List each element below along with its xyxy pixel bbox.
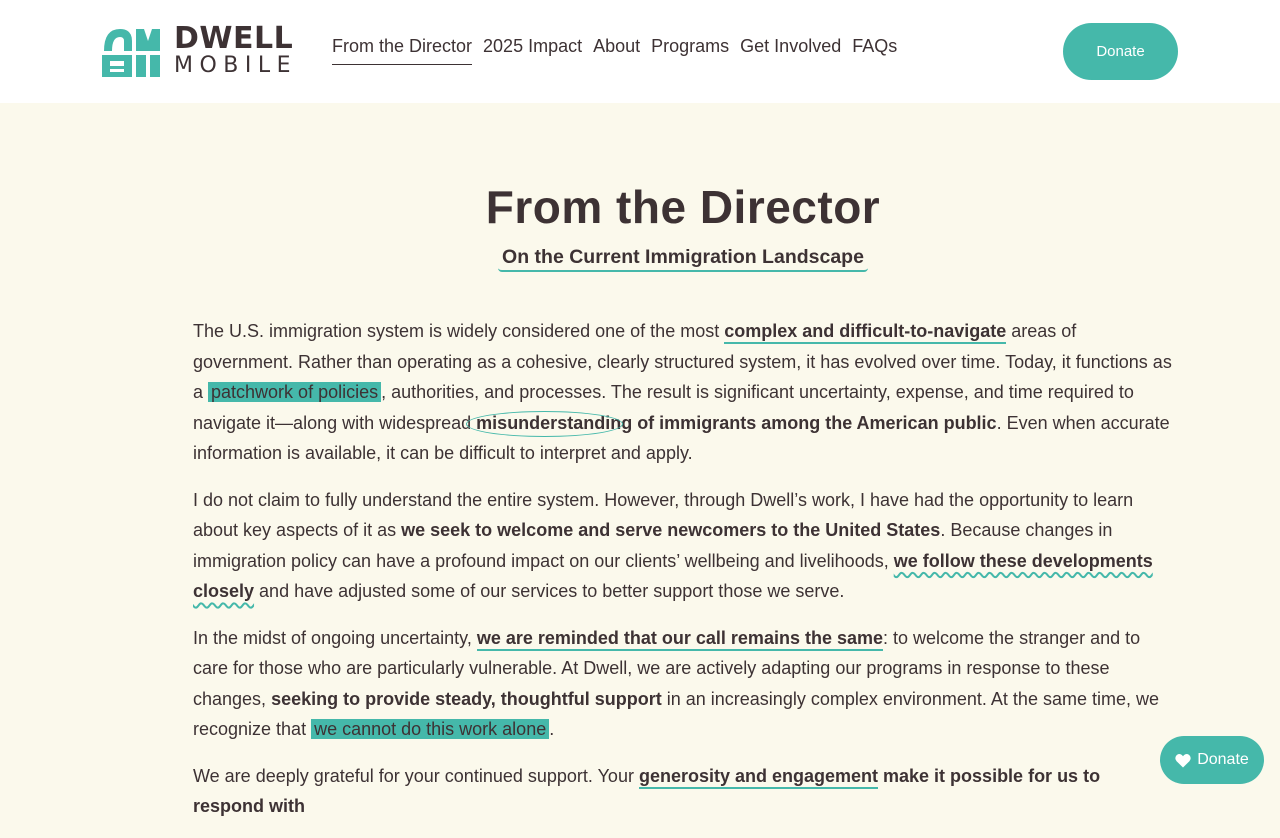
text-run: We are deeply grateful for your continued support. Your: [193, 765, 639, 786]
text-run: in an increasingly complex environment. At the same time, we recognize that: [193, 688, 1159, 739]
article-body: [193, 316, 1173, 822]
floating-donate-button[interactable]: [1160, 736, 1264, 784]
page-subtitle-wrap: [193, 246, 1173, 272]
main-content: [193, 180, 1173, 838]
text-run: . Because changes in immigration policy can have a profound impact on our clients’ wellbeing and livelihoods,: [193, 520, 1113, 571]
page-subtitle: On the Current Immigration Landscape: [498, 246, 868, 272]
logo-line-2: MOBILE: [174, 53, 298, 78]
heart-icon: [1175, 753, 1191, 768]
nav-item-2025-impact[interactable]: 2025 Impact: [483, 36, 583, 56]
nav-item-programs[interactable]: Programs: [651, 36, 730, 56]
paragraph-2: [193, 485, 1173, 607]
emphasis-underlined: generosity and engagement: [639, 766, 878, 789]
paragraph-1: [193, 316, 1173, 469]
text-run: In the midst of ongoing uncertainty,: [193, 627, 477, 648]
text-run: areas of government. Rather than operating as a cohesive, clearly structured system, it has evolved over time. Today, it functions as a: [193, 321, 1172, 402]
page-title: From the Director: [485, 181, 881, 233]
logo-wordmark: [174, 21, 298, 78]
emphasis-underlined: complex and difficult-to-navigate: [724, 321, 1006, 344]
emphasis-wavy: we follow these developments closely: [193, 550, 1153, 601]
text-run: , authorities, and processes. The result is significant uncertainty, expense, and time required to navigate it—along with widespread: [193, 382, 1134, 433]
main-nav: [332, 36, 897, 65]
emphasis-bold: we seek to welcome and serve newcomers to the United States: [401, 520, 941, 540]
paragraph-4: [193, 761, 1173, 822]
text-run: : to welcome the stranger and to care for those who are particularly vulnerable. At Dwell, we are actively adapting our programs in response to these changes,: [193, 627, 1141, 709]
nav-item-get-involved[interactable]: Get Involved: [740, 36, 842, 56]
nav-item-faqs[interactable]: FAQs: [852, 36, 898, 56]
dwell-logo-icon: [102, 27, 166, 77]
text-run: . Even when accurate information is available, it can be difficult to interpret and apply.: [193, 412, 1170, 463]
site-header: [0, 0, 1280, 103]
logo-line-1: DWELL: [174, 21, 294, 56]
emphasis-bold: make it possible for us to respond with: [193, 765, 1101, 816]
emphasis-bold: seeking to provide steady, thoughtful support: [271, 688, 662, 709]
site-logo[interactable]: [102, 21, 307, 79]
emphasis-circled: misunderstanding of immigrants among the American public: [476, 412, 997, 433]
donate-button[interactable]: Donate: [1063, 23, 1178, 80]
highlighted-phrase: we cannot do this work alone: [311, 719, 549, 739]
text-run: I do not claim to fully understand the entire system. However, through Dwell’s work, I have had the opportunity to learn about key aspects of it as: [193, 489, 1134, 540]
paragraph-3: [193, 623, 1173, 745]
text-run: The U.S. immigration system is widely considered one of the most: [193, 321, 725, 341]
floating-donate-label: Donate: [1197, 751, 1249, 768]
emphasis-underlined: we are reminded that our call remains the same: [477, 628, 883, 651]
highlighted-phrase: patchwork of policies: [208, 382, 381, 402]
nav-item-from-the-director[interactable]: From the Director: [332, 36, 472, 65]
text-run: and have adjusted some of our services to better support those we serve.: [254, 581, 845, 601]
text-run: .: [549, 719, 555, 739]
nav-item-about[interactable]: About: [593, 36, 641, 56]
